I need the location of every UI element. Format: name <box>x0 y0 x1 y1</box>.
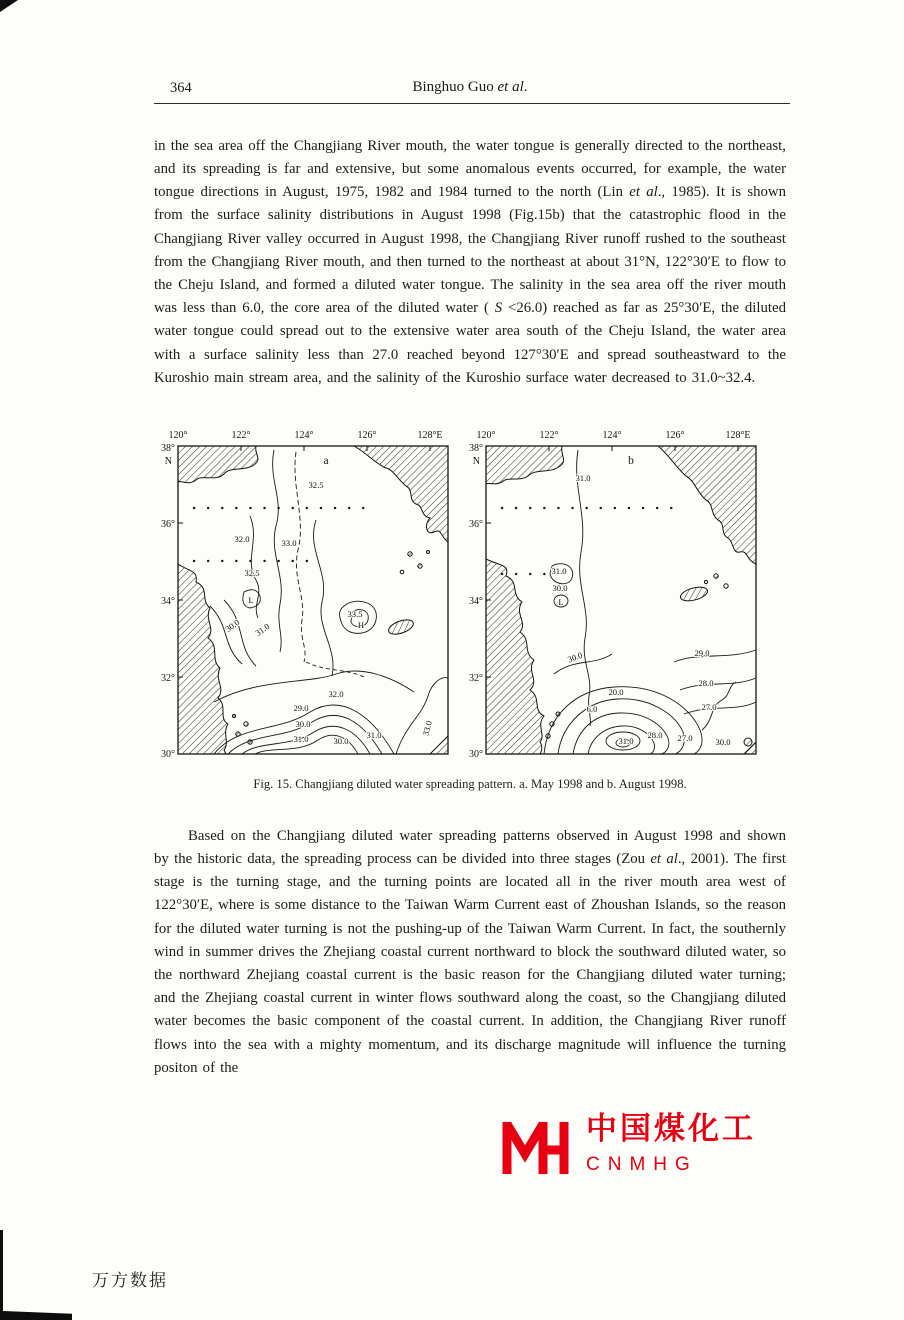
lat-tick: 38° <box>469 443 483 454</box>
contour-label: 28.0 <box>647 730 663 740</box>
lat-tick: 36° <box>161 519 175 530</box>
map-b-contour-labels <box>551 455 730 747</box>
contour-label: 20.0 <box>608 687 624 697</box>
lon-tick: 124° <box>602 430 622 441</box>
paragraph-1 <box>154 135 786 390</box>
cnmhg-logo-icon <box>500 1112 572 1178</box>
contour-label: 32.0 <box>234 534 250 544</box>
p1-text: ., 1985). It is shown from the surface salinity distributions in August 1998 (Fig.15b) that the catastrophic flood in the Changjiang River valley occurred in August 1998, the Changjiang River runoff rushed to the southeast from the Changjiang River mouth, and then turned to the northeast at about 31°N, 122°30′E to flow to the Cheju Island, and formed a diluted water tongue. The salinity in the sea area off the river mouth was less than 6.0, the core area of the diluted water ( <box>154 184 786 317</box>
contour-label: 32.0 <box>328 689 344 699</box>
lon-tick: 122° <box>539 430 559 441</box>
scan-artifact-top-left <box>0 0 18 12</box>
figure-map-b <box>466 424 766 764</box>
map-b-lon-ticks <box>477 430 751 441</box>
contour-label: 31.0 <box>253 621 272 638</box>
scan-artifact-left-edge <box>0 1230 3 1320</box>
contour-label: 30.0 <box>333 736 349 746</box>
lon-tick: 122° <box>231 430 251 441</box>
contour-label: 29.0 <box>694 648 710 658</box>
map-a-station-dots <box>194 508 376 561</box>
running-head-period: . <box>523 79 528 95</box>
contour-label: 31.0 <box>575 473 591 483</box>
p1-text: in the sea area off the Changjiang River mouth, the water tongue is generally directed to the northeast, and its spreading is far and extensive, but some anomalous events occurred, for example, the water tongue directions in August, 1975, 1982 and 1984 turned to the north (Lin <box>154 137 786 201</box>
lat-tick: N <box>472 456 480 467</box>
running-head-authors: Binghuo Guo <box>412 79 498 95</box>
map-b-lat-ticks <box>469 443 483 760</box>
brand-latin: CNMHG <box>586 1154 698 1176</box>
p2-text: ., 2001). The first stage is the turning stage, and the turning points are located all in the river mouth area west of 122°30′E, where is some distance to the Taiwan Warm Current east of Zhoushan Islands, so the reason for the diluted water turning is not the pushing-up of the Taiwan Warm Current. In fact, the southernly wind in summer drives the Zhejiang coastal current northward to block the southward diluted water, so the northward Zhejiang coastal current is the basic reason for the Changjiang diluted water turning; and the Zhejiang coastal current in winter flows southward along the coast, so the Changjiang diluted water becomes the basic component of the coastal current. In addition, the Changjiang River runoff flows into the sea with a mighty momentum, and its discharge magnitude will influence the turning positon of the <box>154 851 786 1076</box>
contour-label: 32.5 <box>308 480 324 490</box>
header-rule <box>154 103 790 104</box>
contour-label: 31.0 <box>366 730 382 740</box>
lon-tick: 124° <box>294 430 314 441</box>
contour-label: 30.0 <box>295 719 311 729</box>
contour-label: 30.0 <box>715 737 731 747</box>
lat-tick: 34° <box>469 596 483 607</box>
lat-tick: N <box>164 456 172 467</box>
lat-tick: 30° <box>161 749 175 760</box>
lon-tick: 126° <box>665 430 685 441</box>
lon-tick: 128°E <box>417 430 443 441</box>
paragraph-2 <box>154 825 786 1080</box>
map-a-contour-labels <box>223 455 434 746</box>
lat-tick: 38° <box>161 443 175 454</box>
page-number: 364 <box>170 80 192 96</box>
lon-tick: 120° <box>476 430 496 441</box>
contour-label: 30.0 <box>223 617 242 634</box>
lat-tick: 32° <box>161 673 175 684</box>
map-a-lon-ticks <box>169 430 443 441</box>
map-a-land <box>178 446 448 754</box>
lat-tick: 30° <box>469 749 483 760</box>
scan-artifact-bottom-left <box>0 1306 72 1320</box>
running-head <box>154 79 786 96</box>
contour-label: 33.5 <box>347 609 363 619</box>
p1-salinity-symbol: S <box>494 300 503 317</box>
panel-label: a <box>323 455 329 467</box>
lon-tick: 128°E <box>725 430 751 441</box>
lat-tick: 32° <box>469 673 483 684</box>
contour-label: 29.0 <box>293 703 309 713</box>
contour-label: 27.0 <box>677 733 693 743</box>
contour-label: 31.0 <box>551 566 567 576</box>
contour-label: 30.0 <box>552 583 568 593</box>
lon-tick: 126° <box>357 430 377 441</box>
contour-label: 30.0 <box>566 649 584 665</box>
contour-label: 32.5 <box>244 568 260 578</box>
map-a-lat-ticks <box>161 443 175 760</box>
contour-label: 31.0 <box>618 736 634 746</box>
brand-chinese: 中国煤化工 <box>586 1111 756 1146</box>
contour-label: L <box>558 597 564 607</box>
cnmhg-logo <box>500 1112 756 1178</box>
figure-caption: Fig. 15. Changjiang diluted water spreading pattern. a. May 1998 and b. August 1998. <box>253 777 687 791</box>
lat-tick: 34° <box>161 596 175 607</box>
contour-label: H <box>357 620 365 630</box>
contour-label: 33.0 <box>420 719 434 737</box>
contour-label: 31.0 <box>293 734 309 744</box>
lon-tick: 120° <box>168 430 188 441</box>
cnmhg-logo-text <box>586 1112 756 1176</box>
wanfang-watermark: 万方数据 <box>92 1271 168 1290</box>
contour-label: L <box>248 595 254 605</box>
contour-label: 27.0 <box>701 702 717 712</box>
contour-label: 33.0 <box>281 538 297 548</box>
p1-etal: et al <box>629 184 658 201</box>
p1-text: <26.0) reached as far as 25°30′E, the diluted water tongue could spread out to the extensive water area south of the Cheju Island, the water area with a surface salinity less than 27.0 reached beyond 127°30′E and spread southeastward to the Kuroshio main stream area, and the salinity of the Kuroshio surface water decreased to 31.0~32.4. <box>154 300 786 386</box>
contour-label: 6.0 <box>586 704 598 714</box>
figure-map-a <box>158 424 458 764</box>
p2-etal: et al <box>650 851 678 867</box>
panel-label: b <box>628 455 634 467</box>
p2-text: Based on the Changjiang diluted water spreading patterns observed in August 1998 and shown by the historic data, the spreading process can be divided into three stages (Zou <box>154 827 786 867</box>
contour-label: 28.0 <box>698 678 714 688</box>
running-head-etal: et al <box>497 79 524 95</box>
lat-tick: 36° <box>469 519 483 530</box>
map-b-station-dots <box>502 508 681 574</box>
